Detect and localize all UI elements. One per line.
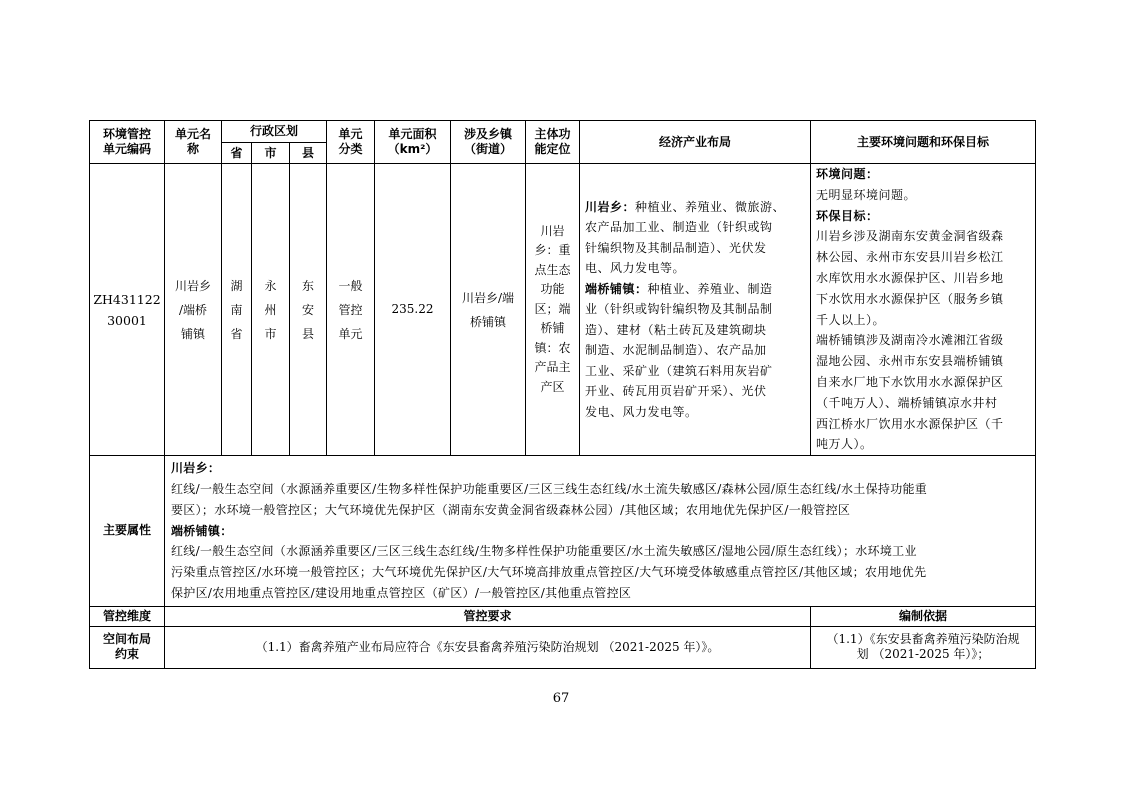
- header-env-issues: 主要环境问题和环保目标: [811, 121, 1036, 164]
- env-issues-label: 环境问题：: [816, 167, 879, 181]
- attributes-label: 主要属性: [90, 456, 165, 607]
- cell-city: 永 州 市: [252, 164, 290, 456]
- control-requirement-1-1: （1.1）畜禽养殖产业布局应符合《东安县畜禽养殖污染防治规划 （2021-2025 年）》。: [165, 626, 811, 668]
- cell-category: 一般 管控 单元: [327, 164, 375, 456]
- cell-unit-code: ZH431122 30001: [90, 164, 165, 456]
- control-basis-1-1: （1.1）《东安县畜禽养殖污染防治规 划 （2021-2025 年）》；: [811, 626, 1036, 668]
- attributes-chuanyan-label: 川岩乡：: [171, 461, 221, 476]
- cell-county: 东 安 县: [290, 164, 327, 456]
- cell-area: 235.22: [375, 164, 451, 456]
- control-requirement-header: 管控要求: [165, 606, 811, 626]
- header-admin-region: 行政区划: [222, 121, 327, 143]
- page-number: 67: [552, 691, 570, 706]
- attributes-content: 川岩乡： 红线/一般生态空间（水源涵养重要区/生物多样性保护功能重要区/三区三线生态红线/水土流失敏感区/森林公园/原生态红线/水土保持功能重 要区）；水环境一般管控区；大气环境优先保护区（湖南东安黄金洞省级森林公园）/其他区域；农用地优先保护区/一般管控区 端桥铺镇： 红线/一般生态空间（水源涵养重要区/三区三线生态红线/生物多样性保护功能重要区/水土流失敏感区/湿地公园/原生态红线）；水环境工业 污染重点管控区/水环境一般管控区；大气环境优先保护区/大气环境高排放重点管控区/大气环境受体敏感重点管控区/其他区域；农用地优先 保护区/农用地重点管控区/建设用地重点管控区（矿区）/一般管控区/其他重点管控区: [165, 456, 1036, 607]
- header-function: 主体功 能定位: [526, 121, 580, 164]
- cell-province: 湖 南 省: [222, 164, 252, 456]
- environmental-control-unit-table: [89, 120, 1036, 669]
- cell-unit-name: 川岩乡 /端桥 铺镇: [165, 164, 222, 456]
- header-unit-name: 单元名 称: [165, 121, 222, 164]
- economy-label-chuanyan: 川岩乡：: [585, 199, 636, 214]
- header-unit-category: 单元 分类: [327, 121, 375, 164]
- control-dimension-header: 管控维度: [90, 606, 165, 626]
- header-economy: 经济产业布局: [580, 121, 811, 164]
- header-city: 市: [252, 143, 290, 164]
- header-unit-code: 环境管控 单元编码: [90, 121, 165, 164]
- header-province: 省: [222, 143, 252, 164]
- cell-env-issues: 环境问题： 无明显环境问题。 环保目标： 川岩乡涉及湖南东安黄金洞省级森 林公园、永州市东安县川岩乡松江 水库饮用水水源保护区、川岩乡地 下水饮用水水源保护区（服务乡镇 千人以上）。 端桥铺镇涉及湖南冷水滩湘江省级 湿地公园、永州市东安县端桥铺镇 自来水厂地下水饮用水水源保护区 （千吨万人）、端桥铺镇凉水井村 西江桥水厂饮用水水源保护区（千 吨万人）。: [811, 164, 1036, 456]
- economy-label-duanqiaopu: 端桥铺镇：: [585, 281, 648, 296]
- attributes-duanqiaopu-label: 端桥铺镇：: [171, 523, 233, 538]
- header-unit-area: 单元面积 （km²）: [375, 121, 451, 164]
- header-towns: 涉及乡镇 （街道）: [451, 121, 526, 164]
- cell-function: 川岩 乡：重 点生态 功能 区；端 桥铺 镇：农 产品主 产区: [526, 164, 580, 456]
- cell-towns: 川岩乡/端 桥铺镇: [451, 164, 526, 456]
- header-county: 县: [290, 143, 327, 164]
- cell-economy: 川岩乡：种植业、养殖业、微旅游、 农产品加工业、制造业（针织或钩 针编织物及其制品制造）、光伏发 电、风力发电等。 端桥铺镇：种植业、养殖业、制造 业（针织或钩针编织物及其制品制 造）、建材（粘土砖瓦及建筑砌块 制造、水泥制品制造）、农产品加 工业、采矿业（建筑石料用灰岩矿 开业、砖瓦用页岩矿开采）、光伏 发电、风力发电等。: [580, 164, 811, 456]
- control-dimension-spatial: 空间布局 约束: [90, 626, 165, 668]
- env-goals-label: 环保目标：: [816, 208, 879, 223]
- control-basis-header: 编制依据: [811, 606, 1036, 626]
